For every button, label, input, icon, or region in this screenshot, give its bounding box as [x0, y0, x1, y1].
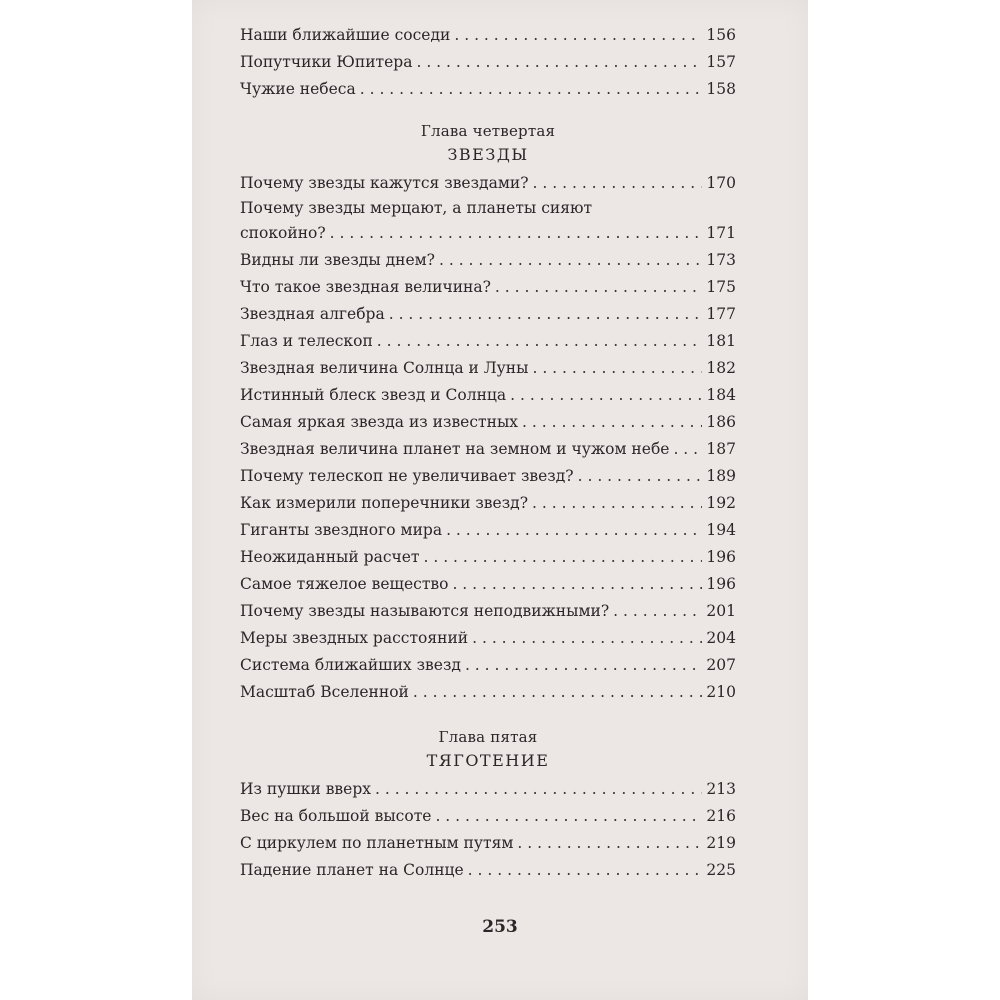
entry-page: 216 [706, 807, 736, 825]
entry-title-continued: спокойно? [240, 224, 326, 242]
entry-title: Почему звезды мерцают, а планеты сияют [240, 199, 593, 217]
entry-page: 177 [706, 305, 736, 323]
leader-dots [375, 776, 702, 803]
entry-title: Глаз и телескоп [240, 332, 373, 350]
toc-entry [240, 22, 736, 49]
leader-dots [452, 571, 702, 598]
entry-page: 187 [706, 440, 736, 458]
toc-entry [240, 328, 736, 355]
leader-dots [330, 220, 703, 247]
entry-title: Масштаб Вселенной [240, 683, 409, 701]
chapter-title: ТЯГОТЕНИЕ [426, 751, 550, 770]
toc-entry [240, 517, 736, 544]
toc-entry [240, 776, 736, 803]
toc-entry [240, 490, 736, 517]
leader-dots [439, 247, 702, 274]
entry-title: Почему звезды кажутся звездами? [240, 174, 529, 192]
toc-entry [240, 409, 736, 436]
leader-dots [533, 170, 703, 197]
toc-entry [240, 49, 736, 76]
entry-title: Из пушки вверх [240, 780, 371, 798]
table-of-contents [240, 22, 736, 884]
entry-title: Попутчики Юпитера [240, 53, 413, 71]
entry-title: Звездная алгебра [240, 305, 385, 323]
entry-title: Вес на большой высоте [240, 807, 432, 825]
entry-page: 219 [706, 834, 736, 852]
leader-dots [454, 22, 702, 49]
toc-entry [240, 355, 736, 382]
entry-page: 192 [706, 494, 736, 512]
entry-page: 173 [706, 251, 736, 269]
toc-entry [240, 301, 736, 328]
entry-title: С циркулем по планетным путям [240, 834, 514, 852]
toc-entry [240, 625, 736, 652]
entry-title: Неожиданный расчет [240, 548, 420, 566]
toc-entry [240, 382, 736, 409]
entry-title: Почему телескоп не увеличивает звезд? [240, 467, 574, 485]
leader-dots [377, 328, 703, 355]
chapter-label: Глава четвертая [420, 122, 556, 140]
entry-page: 196 [706, 575, 736, 593]
leader-dots [532, 490, 702, 517]
toc-entry [240, 197, 736, 247]
leader-dots [468, 857, 703, 884]
entry-title: Звездная величина планет на земном и чужом небе [240, 440, 670, 458]
toc-entry [240, 436, 736, 463]
leader-dots [522, 409, 702, 436]
entry-page: 157 [706, 53, 736, 71]
toc-entry [240, 652, 736, 679]
leader-dots [578, 463, 703, 490]
entry-title: Чужие небеса [240, 80, 356, 98]
entry-title: Что такое звездная величина? [240, 278, 491, 296]
entry-page: 170 [706, 174, 736, 192]
entry-page: 204 [706, 629, 736, 647]
toc-entry [240, 544, 736, 571]
leader-dots [510, 382, 702, 409]
entry-page: 175 [706, 278, 736, 296]
entry-title: Истинный блеск звезд и Солнца [240, 386, 507, 404]
leader-dots [472, 625, 702, 652]
entry-title: Самое тяжелое вещество [240, 575, 449, 593]
toc-entry [240, 463, 736, 490]
entry-page: 189 [706, 467, 736, 485]
leader-dots [495, 274, 702, 301]
entry-page: 184 [706, 386, 736, 404]
toc-entry [240, 247, 736, 274]
leader-dots [532, 355, 702, 382]
entry-page: 207 [706, 656, 736, 674]
leader-dots [435, 803, 702, 830]
entry-page: 210 [706, 683, 736, 701]
entry-page: 194 [706, 521, 736, 539]
entry-page: 156 [706, 26, 736, 44]
entry-title: Система ближайших звезд [240, 656, 461, 674]
entry-title: Наши ближайшие соседи [240, 26, 451, 44]
entry-title: Меры звездных расстояний [240, 629, 469, 647]
entry-title: Видны ли звезды днем? [240, 251, 435, 269]
leader-dots [517, 830, 702, 857]
leader-dots [360, 76, 703, 103]
entry-title: Звездная величина Солнца и Луны [240, 359, 529, 377]
entry-page: 171 [706, 224, 736, 242]
entry-title: Гиганты звездного мира [240, 521, 443, 539]
entry-page: 213 [706, 780, 736, 798]
leader-dots [424, 544, 703, 571]
entry-title: Как измерили поперечники звезд? [240, 494, 528, 512]
toc-entry [240, 679, 736, 706]
entry-title: Самая яркая звезда из известных [240, 413, 519, 431]
entry-page: 196 [706, 548, 736, 566]
leader-dots [613, 598, 702, 625]
toc-entry [240, 170, 736, 197]
entry-page: 225 [706, 861, 736, 879]
toc-entry [240, 830, 736, 857]
toc-entry [240, 274, 736, 301]
entry-page: 186 [706, 413, 736, 431]
entry-page: 158 [706, 80, 736, 98]
leader-dots [416, 49, 702, 76]
toc-entry [240, 857, 736, 884]
leader-dots [413, 679, 703, 706]
leader-dots [446, 517, 702, 544]
page-number: 253 [482, 917, 518, 937]
entry-title: Падение планет на Солнце [240, 861, 464, 879]
entry-page: 181 [706, 332, 736, 350]
leader-dots [673, 436, 702, 463]
chapter-label: Глава пятая [438, 728, 538, 746]
entry-page: 182 [706, 359, 736, 377]
leader-dots [465, 652, 702, 679]
entry-page: 201 [706, 602, 736, 620]
chapter-title: ЗВЕЗДЫ [447, 145, 529, 164]
toc-entry [240, 598, 736, 625]
entry-title: Почему звезды называются неподвижными? [240, 602, 610, 620]
leader-dots [389, 301, 703, 328]
toc-entry [240, 803, 736, 830]
toc-entry [240, 571, 736, 598]
toc-entry [240, 76, 736, 103]
